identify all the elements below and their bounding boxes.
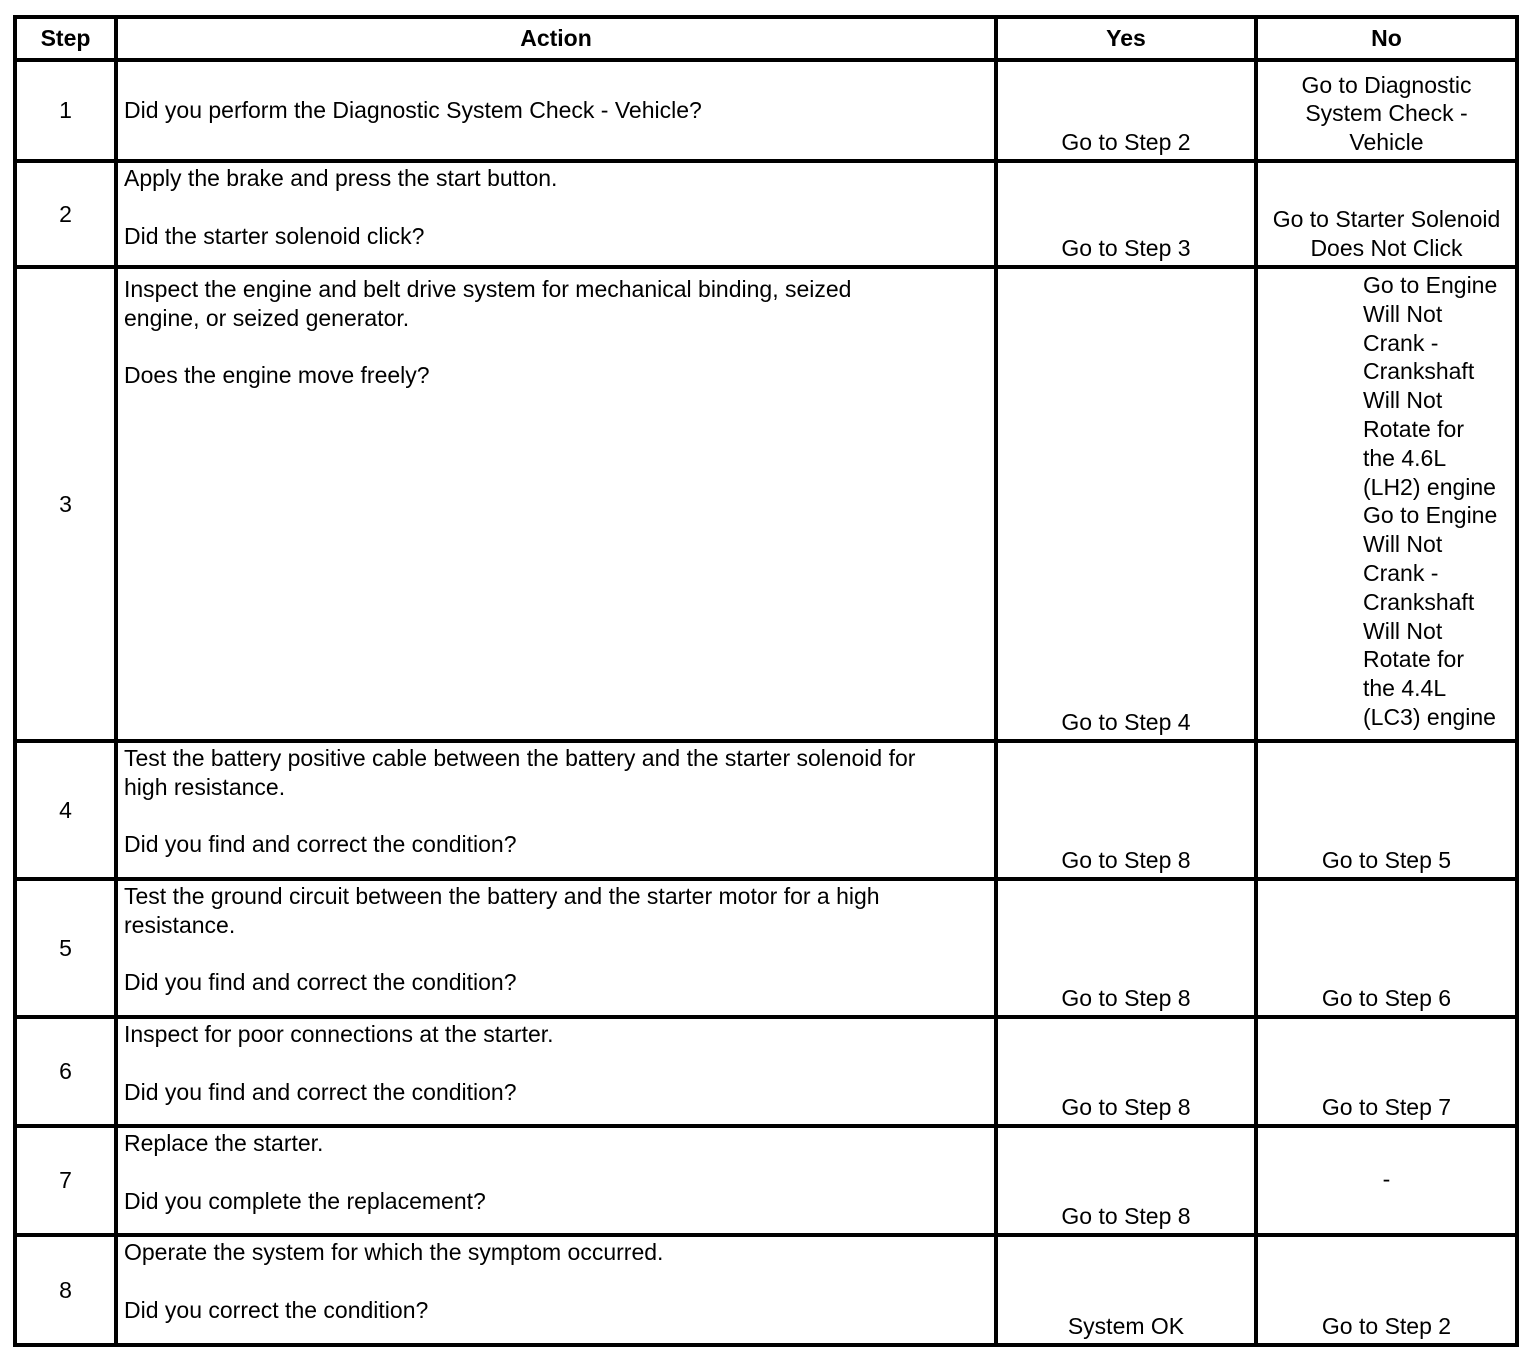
step-number: 1 — [15, 60, 116, 161]
no-result-line: Go to Engine — [1363, 502, 1498, 529]
no-result-line: Go to Step 5 — [1321, 847, 1452, 874]
no-result-line: Go to Step 7 — [1321, 1094, 1452, 1121]
yes-result: Go to Step 8 — [996, 741, 1256, 879]
no-result-line: Rotate for — [1363, 646, 1464, 673]
no-result-line: Rotate for — [1363, 415, 1464, 442]
question-text: Did you perform the Diagnostic System Check - Vehicle? — [124, 96, 702, 123]
no-result-line: Go to Step 2 — [1321, 1313, 1452, 1340]
step-number: 6 — [15, 1017, 116, 1126]
step-number: 4 — [15, 741, 116, 879]
no-result-line: Will Not — [1363, 387, 1443, 414]
no-result-line: System Check - — [1305, 100, 1468, 127]
no-result — [1256, 1126, 1517, 1235]
action-cell — [116, 60, 996, 161]
no-result-line: Go to Diagnostic — [1301, 71, 1472, 98]
header-action: Action — [116, 17, 996, 60]
question-text: Did the starter solenoid click? — [124, 222, 425, 249]
no-result — [1256, 60, 1517, 161]
no-result-line: (LH2) engine — [1363, 473, 1496, 500]
question-text: Did you correct the condition? — [124, 1296, 429, 1323]
action-cell — [116, 741, 996, 879]
table-row — [15, 1126, 1517, 1235]
no-result-line: (LC3) engine — [1363, 703, 1496, 730]
no-result-line: Crankshaft — [1363, 358, 1475, 385]
action-cell — [116, 267, 996, 741]
no-result — [1256, 741, 1517, 879]
action-text: engine, or seized generator. — [124, 304, 410, 331]
action-text: Replace the starter. — [124, 1130, 324, 1156]
no-result-line: Vehicle — [1349, 129, 1424, 156]
action-text: Test the ground circuit between the battery and the starter motor for a high — [124, 883, 880, 909]
no-result-line: Will Not — [1363, 531, 1443, 558]
action-text: Inspect for poor connections at the starter. — [124, 1021, 554, 1047]
step-number: 7 — [15, 1126, 116, 1235]
action-cell — [116, 1235, 996, 1345]
action-text: Test the battery positive cable between the battery and the starter solenoid for — [124, 745, 916, 771]
no-result-line: Crankshaft — [1363, 588, 1475, 615]
action-cell — [116, 1017, 996, 1126]
diagnostic-table — [13, 15, 1519, 1347]
yes-result: Go to Step 2 — [996, 60, 1256, 161]
no-result-line: Go to Engine — [1363, 272, 1498, 298]
action-cell — [116, 879, 996, 1017]
action-cell — [116, 1126, 996, 1235]
yes-result: Go to Step 8 — [996, 1126, 1256, 1235]
step-number: 8 — [15, 1235, 116, 1345]
no-result-line: Go to Starter Solenoid — [1272, 206, 1501, 233]
no-result-line: Crank - — [1363, 329, 1439, 356]
no-result-line: Go to Step 6 — [1321, 985, 1452, 1012]
yes-result: Go to Step 8 — [996, 879, 1256, 1017]
header-step: Step — [15, 17, 116, 60]
no-result — [1256, 161, 1517, 267]
question-text: Does the engine move freely? — [124, 362, 430, 389]
table-row — [15, 741, 1517, 879]
no-result — [1256, 1017, 1517, 1126]
no-result-line: Crank - — [1363, 559, 1439, 586]
action-text: Apply the brake and press the start button. — [124, 165, 558, 191]
table-row — [15, 879, 1517, 1017]
no-result — [1256, 267, 1517, 741]
question-text: Did you find and correct the condition? — [124, 969, 517, 996]
no-result-line: the 4.6L — [1363, 444, 1447, 471]
no-result-line: the 4.4L — [1363, 675, 1447, 702]
step-number: 2 — [15, 161, 116, 267]
no-result-line: Does Not Click — [1310, 235, 1463, 262]
yes-result: Go to Step 4 — [996, 267, 1256, 741]
table-row — [15, 60, 1517, 161]
no-result-line: Will Not — [1363, 617, 1443, 644]
action-text: high resistance. — [124, 773, 286, 800]
question-text: Did you find and correct the condition? — [124, 1078, 517, 1105]
step-number: 3 — [15, 267, 116, 741]
header-yes: Yes — [996, 17, 1256, 60]
table-row — [15, 267, 1517, 741]
action-text: Operate the system for which the symptom occurred. — [124, 1239, 664, 1265]
action-text: resistance. — [124, 911, 236, 938]
no-result-line: - — [1382, 1166, 1391, 1193]
question-text: Did you find and correct the condition? — [124, 831, 517, 858]
yes-result: System OK — [996, 1235, 1256, 1345]
no-result-line: Will Not — [1363, 300, 1443, 327]
table-row — [15, 1235, 1517, 1345]
no-result — [1256, 1235, 1517, 1345]
yes-result: Go to Step 8 — [996, 1017, 1256, 1126]
header-row — [15, 17, 1517, 60]
step-number: 5 — [15, 879, 116, 1017]
action-text: Inspect the engine and belt drive system for mechanical binding, seized — [124, 276, 852, 302]
table-row — [15, 161, 1517, 267]
question-text: Did you complete the replacement? — [124, 1187, 486, 1214]
table-row — [15, 1017, 1517, 1126]
action-cell — [116, 161, 996, 267]
no-result — [1256, 879, 1517, 1017]
header-no: No — [1256, 17, 1517, 60]
yes-result: Go to Step 3 — [996, 161, 1256, 267]
